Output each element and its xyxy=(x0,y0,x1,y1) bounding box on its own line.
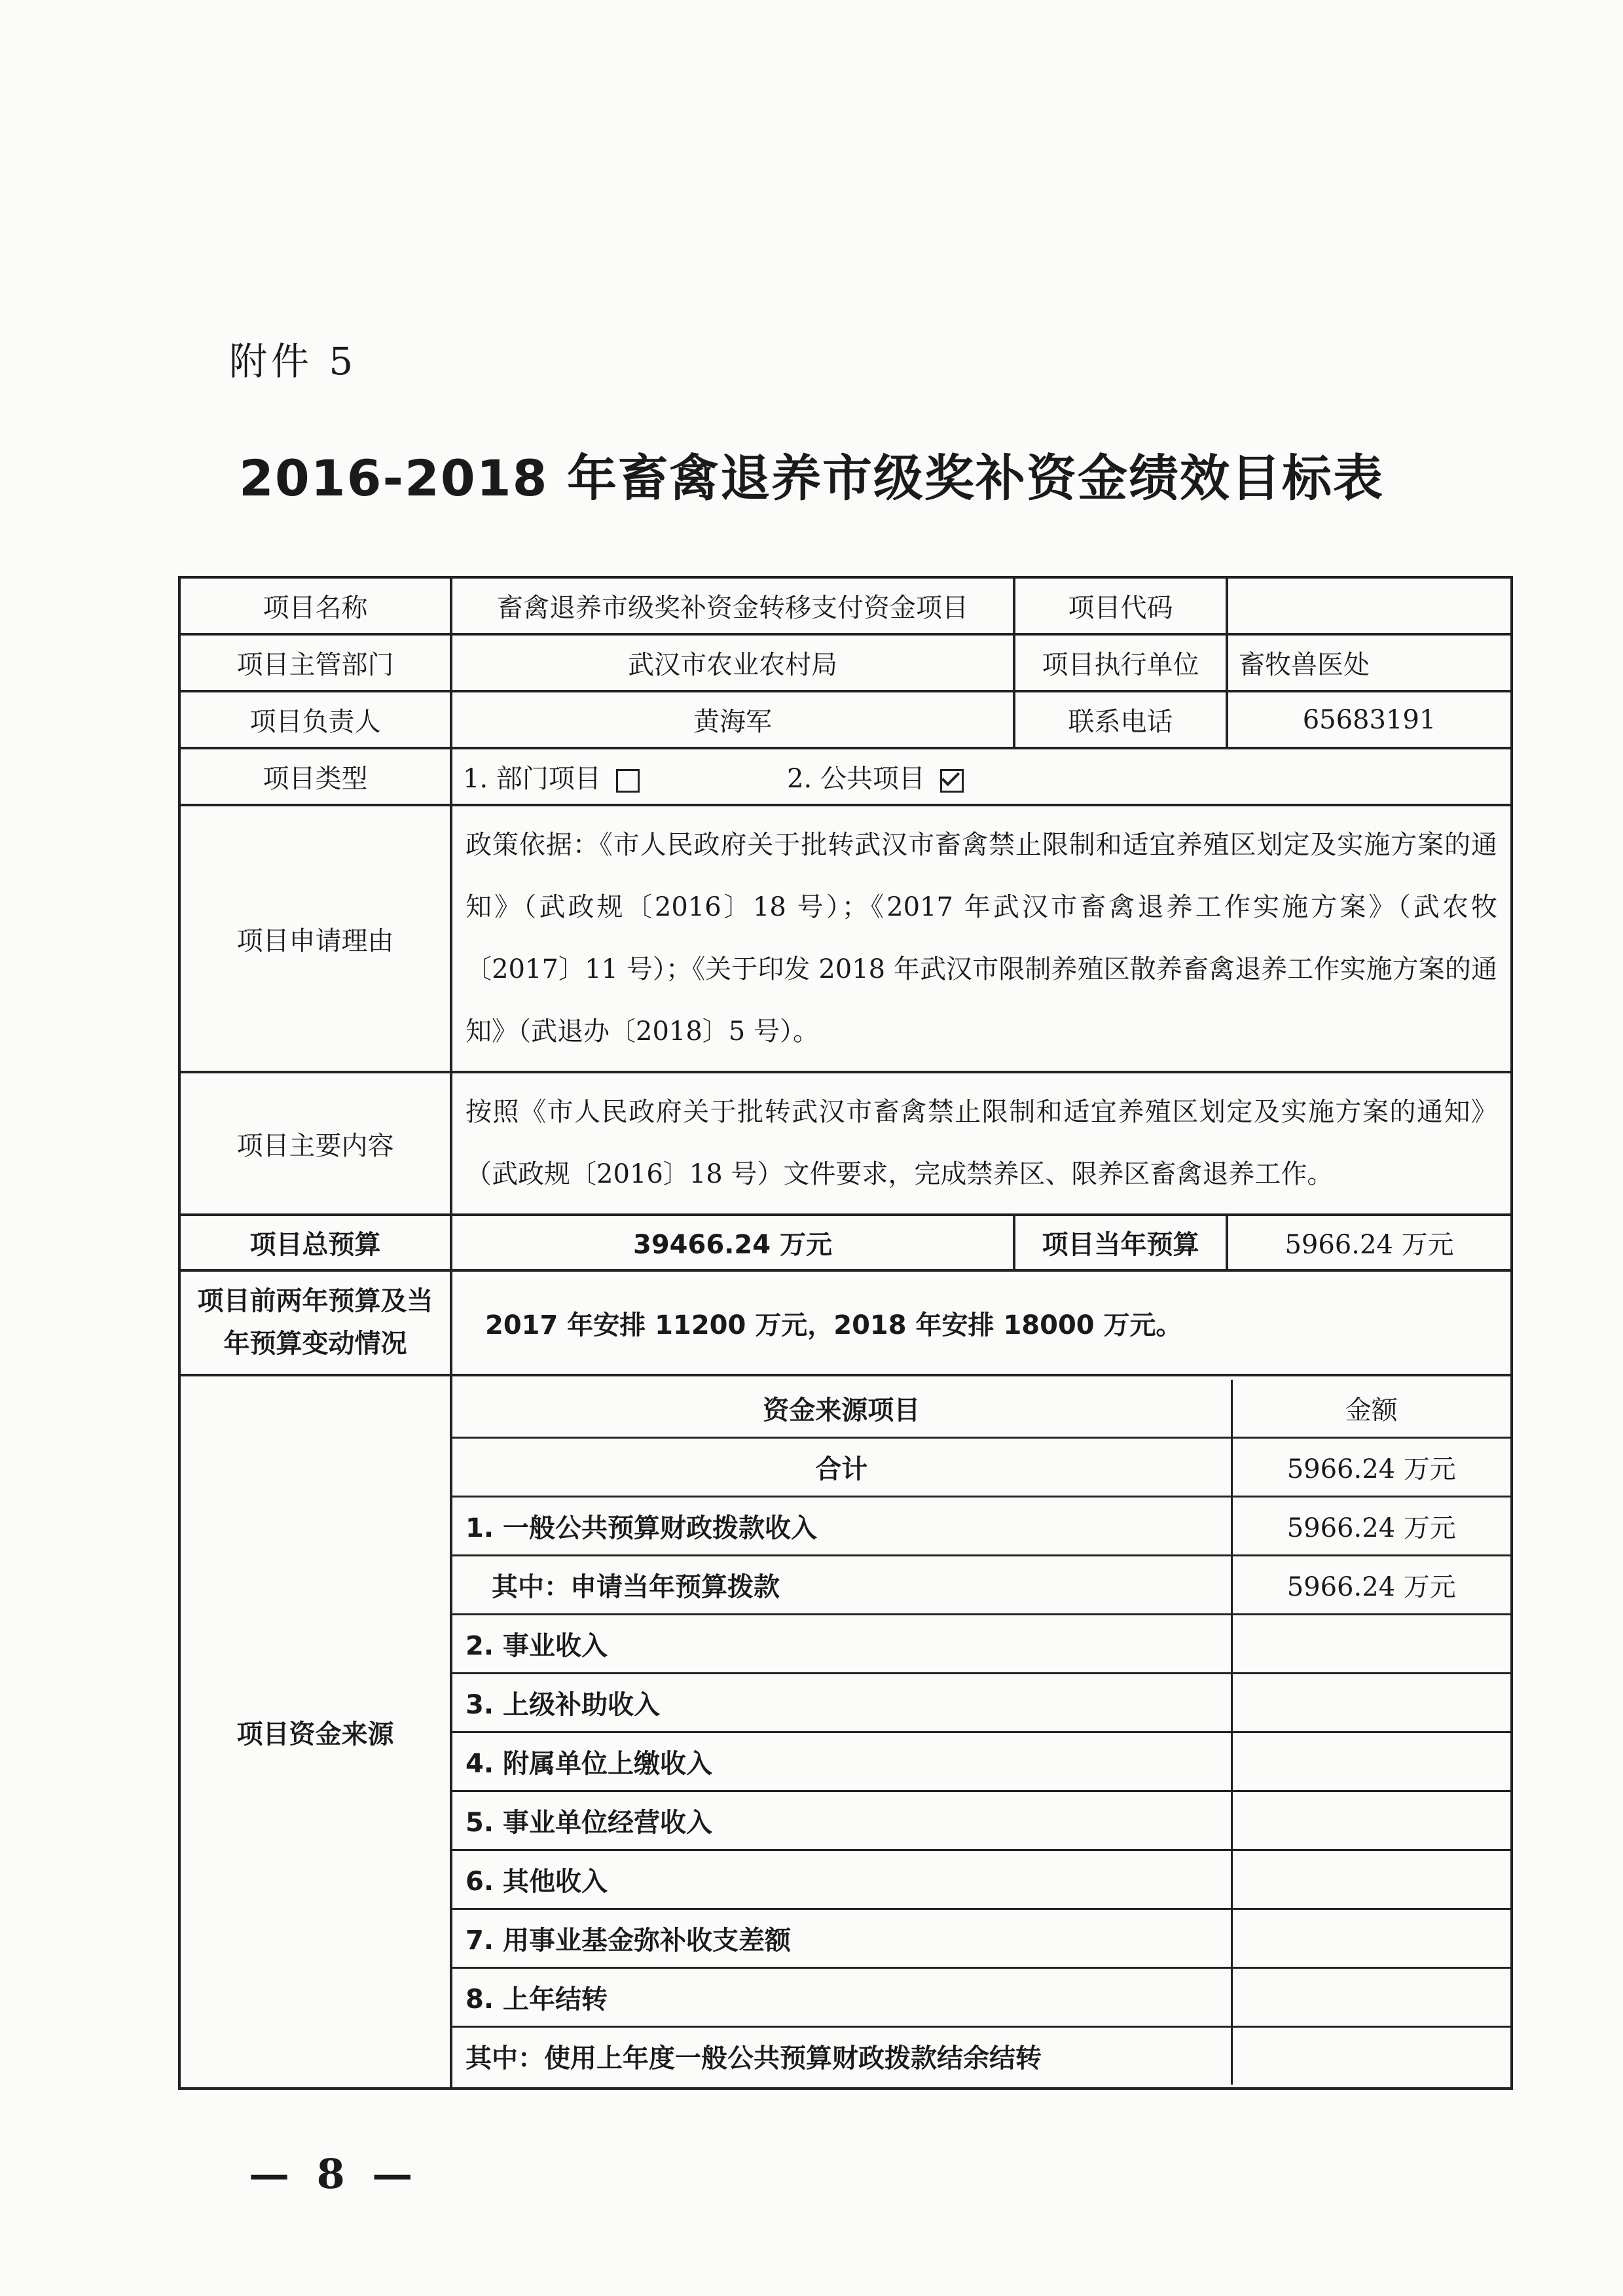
funding-item: 合计 xyxy=(452,1437,1231,1496)
funding-row xyxy=(452,1732,1510,1791)
funding-row xyxy=(452,1967,1510,2026)
funding-amount: 5966.24 万元 xyxy=(1231,1555,1510,1614)
funding-item: 4. 附属单位上缴收入 xyxy=(452,1732,1231,1791)
funding-row xyxy=(452,1496,1510,1555)
funding-row xyxy=(452,2026,1510,2085)
value-leader: 黄海军 xyxy=(451,691,1014,748)
value-content: 按照《市人民政府关于批转武汉市畜禽禁止限制和适宜养殖区划定及实施方案的通知》（武政规〔2016〕18 号）文件要求，完成禁养区、限养区畜禽退养工作。 xyxy=(451,1072,1512,1215)
label-phone: 联系电话 xyxy=(1014,691,1227,748)
label-total-budget: 项目总预算 xyxy=(179,1215,451,1270)
funding-row xyxy=(452,1614,1510,1673)
funding-item: 其中：申请当年预算拨款 xyxy=(452,1555,1231,1614)
funding-amount xyxy=(1231,1967,1510,2026)
funding-item: 1. 一般公共预算财政拨款收入 xyxy=(452,1496,1231,1555)
label-funding-source: 项目资金来源 xyxy=(179,1375,451,2089)
funding-header-row xyxy=(452,1380,1510,1438)
funding-item: 2. 事业收入 xyxy=(452,1614,1231,1673)
type-option-public: 2. 公共项目 xyxy=(787,764,925,794)
label-prev-budget: 项目前两年预算及当年预算变动情况 xyxy=(179,1270,451,1375)
label-leader: 项目负责人 xyxy=(179,691,451,748)
page-number: — 8 — xyxy=(249,2150,420,2198)
label-executor: 项目执行单位 xyxy=(1014,634,1227,691)
funding-amount xyxy=(1231,1614,1510,1673)
funding-row xyxy=(452,1850,1510,1909)
performance-target-table xyxy=(178,576,1513,2090)
funding-amount xyxy=(1231,2026,1510,2085)
value-reason: 政策依据：《市人民政府关于批转武汉市畜禽禁止限制和适宜养殖区划定及实施方案的通知》（武政规〔2016〕18 号）；《2017 年武汉市畜禽退养工作实施方案》（武农牧〔2017〕11 号）；《关于印发 2018 年武汉市限制养殖区散养畜禽退养工作实施方案的通知》（武退办〔2018〕5 号）。 xyxy=(451,805,1512,1072)
value-project-name: 畜禽退养市级奖补资金转移支付资金项目 xyxy=(451,577,1014,634)
funding-amount xyxy=(1231,1909,1510,1967)
value-project-code xyxy=(1227,577,1512,634)
funding-item: 6. 其他收入 xyxy=(452,1850,1231,1909)
funding-item: 8. 上年结转 xyxy=(452,1967,1231,2026)
label-project-code: 项目代码 xyxy=(1014,577,1227,634)
funding-row xyxy=(452,1909,1510,1967)
funding-header-item: 资金来源项目 xyxy=(452,1380,1231,1438)
label-reason: 项目申请理由 xyxy=(179,805,451,1072)
page-title: 2016-2018 年畜禽退养市级奖补资金绩效目标表 xyxy=(238,449,1385,507)
value-executor: 畜牧兽医处 xyxy=(1227,634,1512,691)
funding-amount xyxy=(1231,1732,1510,1791)
value-prev-budget: 2017 年安排 11200 万元，2018 年安排 18000 万元。 xyxy=(451,1270,1512,1375)
attachment-label: 附件 5 xyxy=(229,339,357,384)
funding-row xyxy=(452,1791,1510,1850)
funding-item: 3. 上级补助收入 xyxy=(452,1673,1231,1732)
funding-row xyxy=(452,1673,1510,1732)
funding-item: 7. 用事业基金弥补收支差额 xyxy=(452,1909,1231,1967)
funding-row xyxy=(452,1437,1510,1496)
label-year-budget: 项目当年预算 xyxy=(1014,1215,1227,1270)
funding-source-cell xyxy=(451,1375,1512,2089)
checkbox-department-project[interactable] xyxy=(616,769,640,793)
label-content: 项目主要内容 xyxy=(179,1072,451,1215)
value-phone: 65683191 xyxy=(1227,691,1512,748)
type-option-department: 1. 部门项目 xyxy=(463,764,601,794)
value-year-budget: 5966.24 万元 xyxy=(1227,1215,1512,1270)
funding-amount: 5966.24 万元 xyxy=(1231,1496,1510,1555)
label-department: 项目主管部门 xyxy=(179,634,451,691)
funding-item: 其中：使用上年度一般公共预算财政拨款结余结转 xyxy=(452,2026,1231,2085)
funding-amount xyxy=(1231,1791,1510,1850)
value-department: 武汉市农业农村局 xyxy=(451,634,1014,691)
funding-amount: 5966.24 万元 xyxy=(1231,1437,1510,1496)
label-type: 项目类型 xyxy=(179,748,451,805)
value-total-budget: 39466.24 万元 xyxy=(451,1215,1014,1270)
checkbox-public-project[interactable] xyxy=(940,769,964,793)
label-project-name: 项目名称 xyxy=(179,577,451,634)
funding-item: 5. 事业单位经营收入 xyxy=(452,1791,1231,1850)
funding-header-amount: 金额 xyxy=(1231,1380,1510,1438)
funding-amount xyxy=(1231,1673,1510,1732)
funding-amount xyxy=(1231,1850,1510,1909)
value-type xyxy=(451,748,1512,805)
funding-row xyxy=(452,1555,1510,1614)
funding-table xyxy=(452,1380,1510,2085)
